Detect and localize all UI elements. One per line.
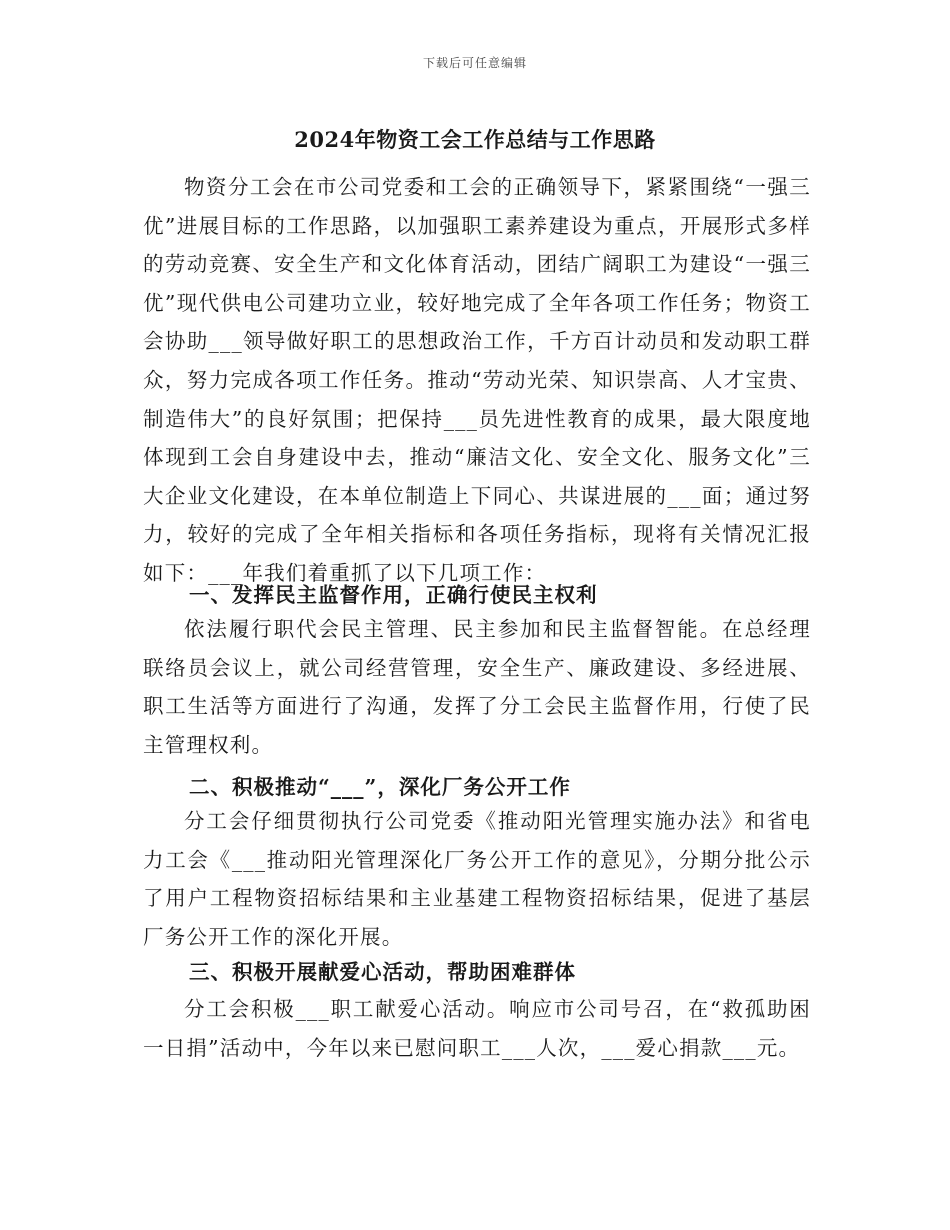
section-2-body-wrap	[143, 802, 811, 956]
document-title: 2024年物资工会工作总结与工作思路	[294, 127, 656, 152]
section-2-heading: 二、积极推动“___”，深化厂务公开工作	[189, 775, 571, 799]
section-1-heading: 一、发挥民主监督作用，正确行使民主权利	[189, 583, 598, 607]
page-header-note: 下载后可任意编辑	[422, 56, 527, 70]
section-3-paragraph: 分工会积极___职工献爱心活动。响应市公司号召，在“救孤助困一日捐”活动中，今年以来已慰问职工___人次，___爱心捐款___元。	[143, 997, 811, 1060]
section-3-body-wrap	[143, 990, 811, 1067]
section-3-heading: 三、积极开展献爱心活动，帮助困难群体	[189, 960, 576, 984]
section-2-paragraph: 分工会仔细贯彻执行公司党委《推动阳光管理实施办法》和省电力工会《___推动阳光管理深化厂务公开工作的意见》，分期分批公示了用户工程物资招标结果和主业基建工程物资招标结果，促进了基层厂务公开工作的深化开展。	[143, 809, 811, 949]
intro-section	[143, 168, 811, 593]
intro-paragraph: 物资分工会在市公司党委和工会的正确领导下，紧紧围绕“一强三优”进展目标的工作思路，以加强职工素养建设为重点，开展形式多样的劳动竞赛、安全生产和文化体育活动，团结广阔职工为建设“一强三优”现代供电公司建功立业，较好地完成了全年各项工作任务；物资工会协助___领导做好职工的思想政治工作，千方百计动员和发动职工群众，努力完成各项工作任务。推动“劳动光荣、知识崇高、人才宝贵、制造伟大”的良好氛围；把保持___员先进性教育的成果，最大限度地体现到工会自身建设中去，推动“廉洁文化、安全文化、服务文化”三大企业文化建设，在本单位制造上下同心、共谋进展的___面；通过努力，较好的完成了全年相关指标和各项任务指标，现将有关情况汇报如下：___年我们着重抓了以下几项工作：	[143, 175, 811, 585]
section-1-paragraph: 依法履行职代会民主管理、民主参加和民主监督智能。在总经理联络员会议上，就公司经营管理，安全生产、廉政建设、多经进展、职工生活等方面进行了沟通，发挥了分工会民主监督作用，行使了民主管理权利。	[143, 617, 811, 757]
section-1-body-wrap	[143, 610, 811, 764]
